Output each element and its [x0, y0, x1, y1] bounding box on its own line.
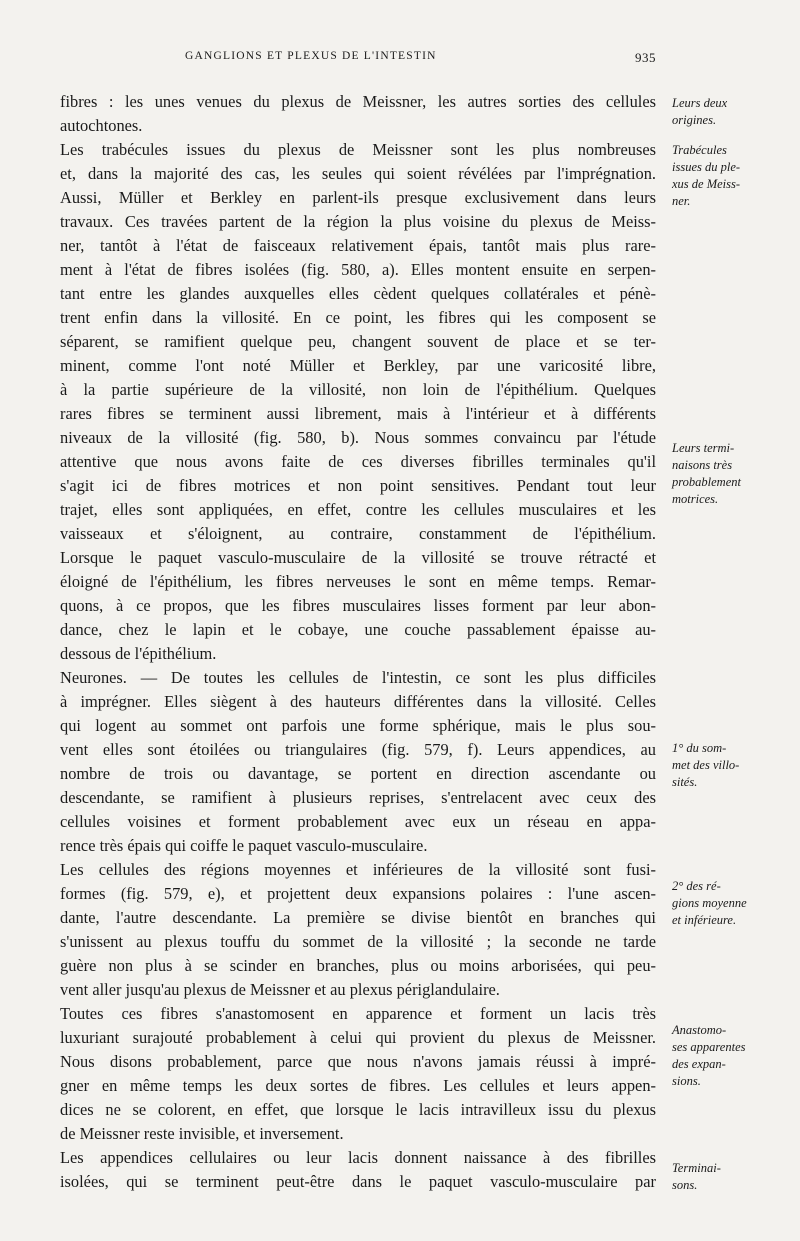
text-line: descendante, se ramifient à plusieurs reprises, s'entrelacent avec ceux des: [60, 788, 656, 807]
text-line: s'unissent au plexus touffu du sommet de la villosité ; la seconde ne tarde: [60, 932, 656, 951]
text-line: Lorsque le paquet vasculo-musculaire de la villosité se trouve rétracté et: [60, 548, 656, 567]
text-line: cellules voisines et forment probablement avec eux un réseau en appa-: [60, 812, 656, 831]
margin-note: [672, 740, 792, 791]
margin-note-line: issues du ple-: [672, 160, 741, 174]
margin-note-line: motrices.: [672, 492, 719, 506]
text-line: luxuriant surajouté probablement à celui qui provient du plexus de Meissner.: [60, 1028, 656, 1047]
margin-note-line: et inférieure.: [672, 913, 737, 927]
margin-note: [672, 1022, 792, 1090]
text-line: travaux. Ces travées partent de la région la plus voisine du plexus de Meiss-: [60, 212, 656, 231]
text-line: rence très épais qui coiffe le paquet vasculo-musculaire.: [60, 836, 428, 855]
margin-note-line: ner.: [672, 194, 691, 208]
margin-note-line: des expan-: [672, 1057, 726, 1071]
text-line: quons, à ce propos, que les fibres musculaires lisses forment par leur abon-: [60, 596, 656, 615]
text-line: qui logent au sommet ont parfois une forme sphérique, mais le plus sou-: [60, 716, 656, 735]
text-line: Nous disons probablement, parce que nous n'avons jamais réussi à impré-: [60, 1052, 656, 1071]
margin-note-line: met des villo-: [672, 758, 740, 772]
text-line: Les appendices cellulaires ou leur lacis donnent naissance à des fibrilles: [60, 1148, 656, 1167]
margin-note-line: Leurs deux: [672, 96, 728, 110]
margin-note-line: Terminai-: [672, 1161, 721, 1175]
text-line: séparent, se ramifient quelque peu, changent souvent de place et se ter-: [60, 332, 656, 351]
text-line: autochtones.: [60, 116, 143, 135]
text-line: niveaux de la villosité (fig. 580, b). Nous sommes convaincu par l'étude: [60, 428, 656, 447]
margin-note-line: sions.: [672, 1074, 701, 1088]
text-line: tant entre les glandes auxquelles elles cèdent quelques collatérales et pénè-: [60, 284, 656, 303]
margin-note-line: sons.: [672, 1178, 698, 1192]
text-line: à imprégner. Elles siègent à des hauteurs différentes dans la villosité. Celles: [60, 692, 656, 711]
text-line: Toutes ces fibres s'anastomosent en apparence et forment un lacis très: [60, 1004, 656, 1023]
text-line: ner, tantôt à l'état de faisceaux relativement épais, tantôt mais plus rare-: [60, 236, 656, 255]
text-line: minent, comme l'ont noté Müller et Berkley, par une varicosité libre,: [60, 356, 656, 375]
margin-note-line: origines.: [672, 113, 717, 127]
text-line: vent aller jusqu'au plexus de Meissner et au plexus périglandulaire.: [60, 980, 500, 999]
text-line: trent enfin dans la villosité. En ce point, les fibres qui les composent se: [60, 308, 656, 327]
text-line: formes (fig. 579, e), et projettent deux expansions polaires : l'une ascen-: [60, 884, 656, 903]
text-line: vent elles sont étoilées ou triangulaires (fig. 579, f). Leurs appendices, au: [60, 740, 656, 759]
page-number: 935: [635, 50, 656, 65]
text-line: de Meissner reste invisible, et inversement.: [60, 1124, 344, 1143]
text-line: éloigné de l'épithélium, les fibres nerveuses le sont en même temps. Remar-: [60, 572, 656, 591]
margin-note-line: Leurs termi-: [672, 441, 735, 455]
margin-note: [672, 142, 792, 210]
main-text: [60, 90, 656, 1194]
text-line: gner en même temps les deux sortes de fibres. Les cellules et leurs appen-: [60, 1076, 656, 1095]
text-line: et, dans la majorité des cas, les seules qui soient révélées par l'imprégnation.: [60, 164, 656, 183]
margin-note-line: Trabécules: [672, 143, 727, 157]
margin-note-line: 2° des ré-: [672, 879, 721, 893]
margin-note-line: 1° du som-: [672, 741, 727, 755]
text-line: Neurones. — De toutes les cellules de l'intestin, ce sont les plus difficiles: [60, 668, 656, 687]
margin-note: [672, 95, 792, 129]
margin-note: [672, 878, 792, 929]
text-line: s'agit ici de fibres motrices et non point sensitives. Pendant tout leur: [60, 476, 656, 495]
text-line: nombre de trois ou davantage, se portent en direction ascendante ou: [60, 764, 656, 783]
margin-note-line: ses apparentes: [672, 1040, 746, 1054]
text-line: trajet, elles sont appliquées, en effet, contre les cellules musculaires et les: [60, 500, 656, 519]
margin-note-line: naisons très: [672, 458, 733, 472]
text-line: dessous de l'épithélium.: [60, 644, 217, 663]
text-line: vaisseaux et s'éloignent, au contraire, constamment de l'épithélium.: [60, 524, 656, 543]
text-line: isolées, qui se terminent peut-être dans le paquet vasculo-musculaire par: [60, 1172, 656, 1191]
margin-note-line: xus de Meiss-: [672, 177, 741, 191]
text-line: à la partie supérieure de la villosité, non loin de l'épithélium. Quelques: [60, 380, 656, 399]
margin-note-line: probablement: [672, 475, 741, 489]
margin-note-line: gions moyenne: [672, 896, 747, 910]
text-line: guère non plus à se scinder en branches, plus ou moins arborisées, qui peu-: [60, 956, 656, 975]
margin-note-line: sités.: [672, 775, 698, 789]
text-line: rares fibres se terminent aussi librement, mais à l'intérieur et à différents: [60, 404, 656, 423]
margin-note: [672, 440, 792, 508]
margin-note-line: Anastomo-: [672, 1023, 727, 1037]
header-title: GANGLIONS ET PLEXUS DE L'INTESTIN: [185, 50, 437, 62]
text-line: fibres : les unes venues du plexus de Meissner, les autres sorties des cellules: [60, 92, 656, 111]
text-line: attentive que nous avons faite de ces diverses fibrilles terminales qu'il: [60, 452, 656, 471]
text-line: dices ne se colorent, en effet, que lorsque le lacis intravilleux issu du plexus: [60, 1100, 656, 1119]
text-line: dante, l'autre descendante. La première se divise bientôt en branches qui: [60, 908, 656, 927]
text-line: Les cellules des régions moyennes et inférieures de la villosité sont fusi-: [60, 860, 656, 879]
text-line: Aussi, Müller et Berkley en parlent-ils presque exclusivement dans leurs: [60, 188, 656, 207]
margin-note: [672, 1160, 792, 1194]
text-line: dance, chez le lapin et le cobaye, une couche passablement épaisse au-: [60, 620, 656, 639]
text-line: ment à l'état de fibres isolées (fig. 580, a). Elles montent ensuite en serpen-: [60, 260, 656, 279]
text-line: Les trabécules issues du plexus de Meissner sont les plus nombreuses: [60, 140, 656, 159]
